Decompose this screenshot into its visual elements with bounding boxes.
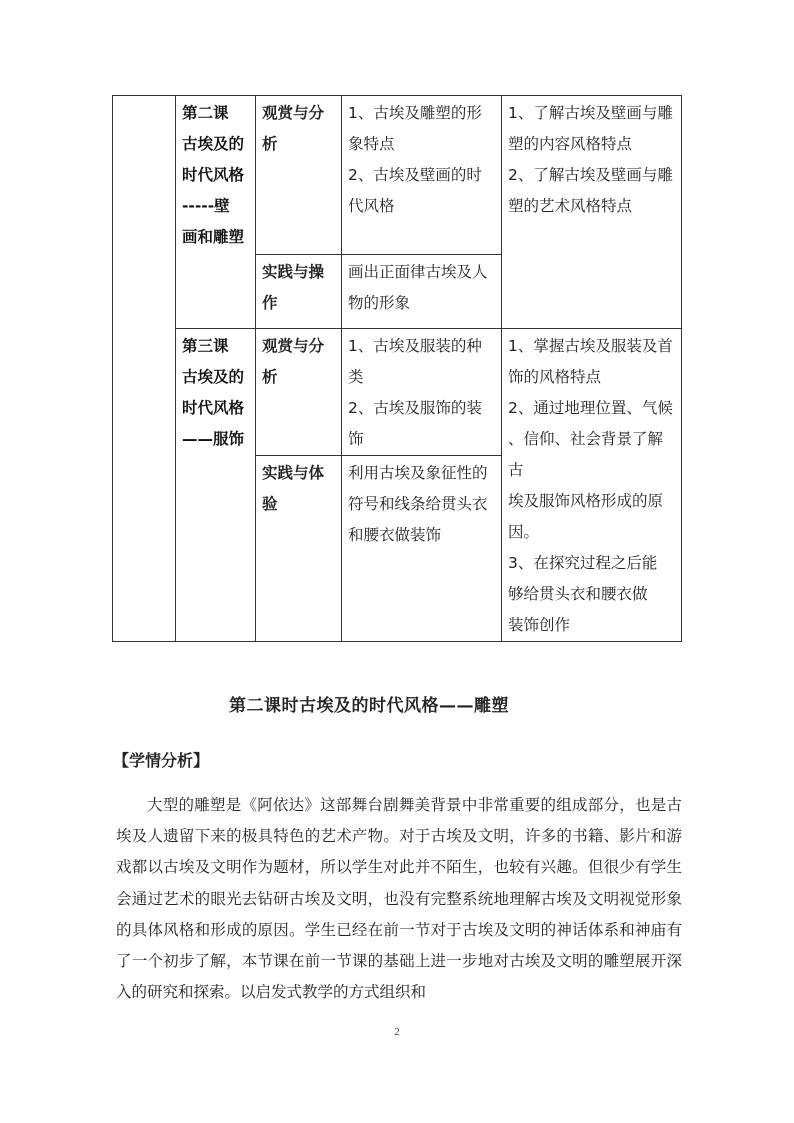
content-line: 利用古埃及象征性的: [348, 464, 488, 482]
content-cell: [342, 255, 502, 329]
objective-line: 够给贯头衣和腰衣做: [508, 585, 648, 603]
content-line: 2、古埃及服饰的装: [348, 399, 482, 417]
activity-cell: 观赏与分析: [256, 96, 342, 255]
objective-line: 装饰创作: [508, 616, 571, 634]
page-number: 2: [394, 1026, 400, 1038]
objective-line: 埃及服饰风格形成的原: [508, 492, 664, 510]
lesson-line: 第二课: [182, 104, 229, 122]
objective-line: 2、通过地理位置、气候: [508, 399, 673, 417]
activity-cell: 观赏与分析: [256, 329, 342, 456]
lesson-line: -----壁: [182, 197, 230, 215]
lesson-line: 时代风格: [182, 166, 245, 184]
content-line: 象特点: [348, 135, 395, 153]
section-label: 【学情分析】: [113, 751, 210, 770]
content-line: 物的形象: [348, 294, 411, 312]
objective-line: 1、掌握古埃及服装及首: [508, 337, 673, 355]
content-line: 类: [348, 368, 364, 386]
objective-line: 饰的风格特点: [508, 368, 602, 386]
content-cell: [342, 456, 502, 642]
lesson-cell: [176, 329, 256, 642]
content-line: 符号和线条给贯头衣: [348, 495, 488, 513]
content-line: 和腰衣做装饰: [348, 526, 442, 544]
lesson-plan-table: [112, 95, 682, 642]
lesson-line: 画和雕塑: [182, 228, 245, 246]
objective-line: 塑的艺术风格特点: [508, 197, 633, 215]
lesson-line: 古埃及的: [182, 368, 245, 386]
content-line: 画出正面律古埃及人: [348, 263, 488, 281]
objective-line: 2、了解古埃及壁画与雕: [508, 166, 673, 184]
content-line: 饰: [348, 430, 364, 448]
objective-cell: [502, 329, 682, 642]
objective-line: 塑的内容风格特点: [508, 135, 633, 153]
objective-line: 1、了解古埃及壁画与雕: [508, 104, 673, 122]
lesson-line: 第三课: [182, 337, 229, 355]
content-line: 1、古埃及雕塑的形: [348, 104, 482, 122]
content-line: 代风格: [348, 197, 395, 215]
table-row: [113, 329, 682, 456]
heading-text: 第二课时古埃及的时代风格——雕塑: [229, 696, 509, 716]
activity-cell: 实践与体验: [256, 456, 342, 642]
objective-line: 、信仰、社会背景了解古: [508, 430, 664, 479]
activity-cell: 实践与操作: [256, 255, 342, 329]
objective-line: 因。: [508, 523, 540, 541]
lesson-cell: [176, 96, 256, 329]
lesson-heading: [0, 690, 794, 722]
content-line: 2、古埃及壁画的时: [348, 166, 482, 184]
lesson-line: ——服饰: [182, 430, 245, 448]
objective-cell: [502, 96, 682, 329]
table-row: [113, 96, 682, 255]
content-line: 1、古埃及服装的种: [348, 337, 482, 355]
lesson-line: 时代风格: [182, 399, 245, 417]
blank-cell: [113, 96, 176, 642]
content-cell: [342, 329, 502, 456]
objective-line: 3、在探究过程之后能: [508, 554, 658, 572]
analysis-paragraph: 大型的雕塑是《阿依达》这部舞台剧舞美背景中非常重要的组成部分，也是古埃及人遗留下来的极具特色的艺术产物。对于古埃及文明，许多的书籍、影片和游戏都以古埃及文明作为题材，所以学生对此并不陌生，也较有兴趣。但很少有学生会通过艺术的眼光去钻研古埃及文明，也没有完整系统地理解古埃及文明视觉形象的具体风格和形成的原因。学生已经在前一节对于古埃及文明的神话体系和神庙有了一个初步了解，本节课在前一节课的基础上进一步地对古埃及文明的雕塑展开深入的研究和探索。以启发式教学的方式组织和: [116, 796, 682, 1002]
content-cell: [342, 96, 502, 255]
lesson-line: 古埃及的: [182, 135, 245, 153]
